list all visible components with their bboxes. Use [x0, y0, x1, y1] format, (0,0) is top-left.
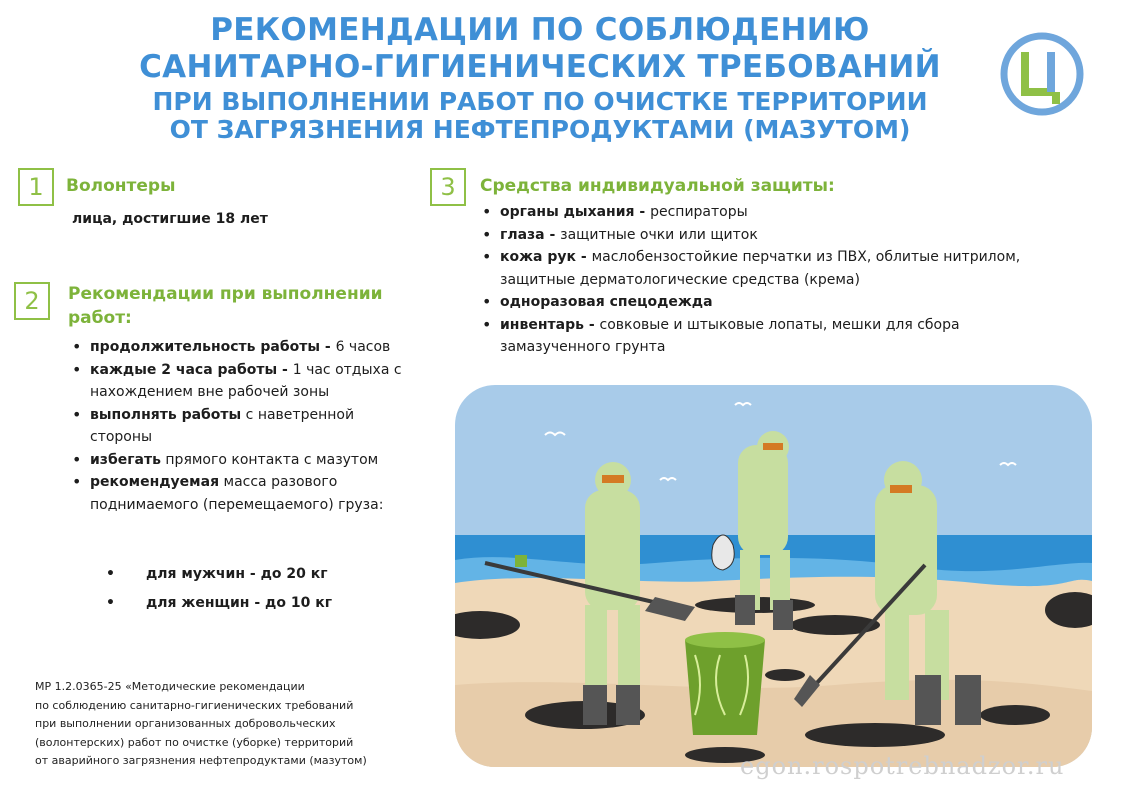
watermark: egon.rospotrebnadzor.ru — [740, 752, 1065, 780]
volunteers-cleanup-illustration — [455, 385, 1092, 767]
list-item: • кожа рук - маслобензостойкие перчатки из ПВХ, облитые нитрилом, защитные дерматологические средства (крема) — [480, 246, 1040, 291]
section-2-title-line-2: работ: — [68, 308, 132, 328]
list-item: • продолжительность работы - 6 часов — [70, 336, 420, 359]
list-item: • выполнять работы с наветренной стороны — [70, 404, 420, 449]
list-item: • органы дыхания - респираторы — [480, 201, 1040, 224]
section-2-title-line-1: Рекомендации при выполнении — [68, 284, 383, 304]
list-item: • рекомендуемая масса разового поднимаемого (перемещаемого) груза: — [70, 471, 420, 516]
title-line-2: САНИТАРНО-ГИГИЕНИЧЕСКИХ ТРЕБОВАНИЙ — [139, 49, 941, 85]
footnote-line: от аварийного загрязнения нефтепродуктами (мазутом) — [35, 754, 367, 767]
footnote-line: (волонтерских) работ по очистке (уборке) территорий — [35, 735, 354, 749]
section-1-text: лица, достигшие 18 лет — [72, 211, 268, 227]
rospotrebnadzor-logo-icon — [998, 30, 1086, 118]
title-line-3: ПРИ ВЫПОЛНЕНИИ РАБОТ ПО ОЧИСТКЕ ТЕРРИТОРИИ — [152, 87, 928, 116]
section-1-number: 1 — [18, 168, 54, 206]
footnote-line: по соблюдению санитарно-гигиенических требований — [35, 698, 354, 712]
section-3-list — [480, 201, 1040, 359]
weights-list — [106, 560, 332, 618]
section-2-list — [70, 336, 420, 516]
section-3-title: Средства индивидуальной защиты: — [480, 176, 835, 196]
section-2-number: 2 — [14, 282, 50, 320]
weight-men: • для мужчин - до 20 кг — [106, 560, 332, 589]
list-item: • одноразовая спецодежда — [480, 291, 1040, 314]
section-2-title — [68, 282, 383, 330]
weight-women: • для женщин - до 10 кг — [106, 589, 332, 618]
section-3-number: 3 — [430, 168, 466, 206]
footnote-line: МР 1.2.0365-25 «Методические рекомендации — [35, 680, 305, 693]
list-item: • инвентарь - совковые и штыковые лопаты, мешки для сбора замазученного грунта — [480, 314, 1040, 359]
footnote — [35, 678, 415, 771]
page-title — [0, 12, 1080, 144]
footnote-line: при выполнении организованных добровольческих — [35, 717, 336, 730]
list-item: • глаза - защитные очки или щиток — [480, 224, 1040, 247]
list-item: • каждые 2 часа работы - 1 час отдыха с нахождением вне рабочей зоны — [70, 359, 420, 404]
title-line-4: ОТ ЗАГРЯЗНЕНИЯ НЕФТЕПРОДУКТАМИ (МАЗУТОМ) — [169, 115, 911, 144]
list-item: • избегать прямого контакта с мазутом — [70, 449, 420, 472]
title-line-1: РЕКОМЕНДАЦИИ ПО СОБЛЮДЕНИЮ — [210, 12, 870, 48]
section-1-title: Волонтеры — [66, 176, 176, 196]
